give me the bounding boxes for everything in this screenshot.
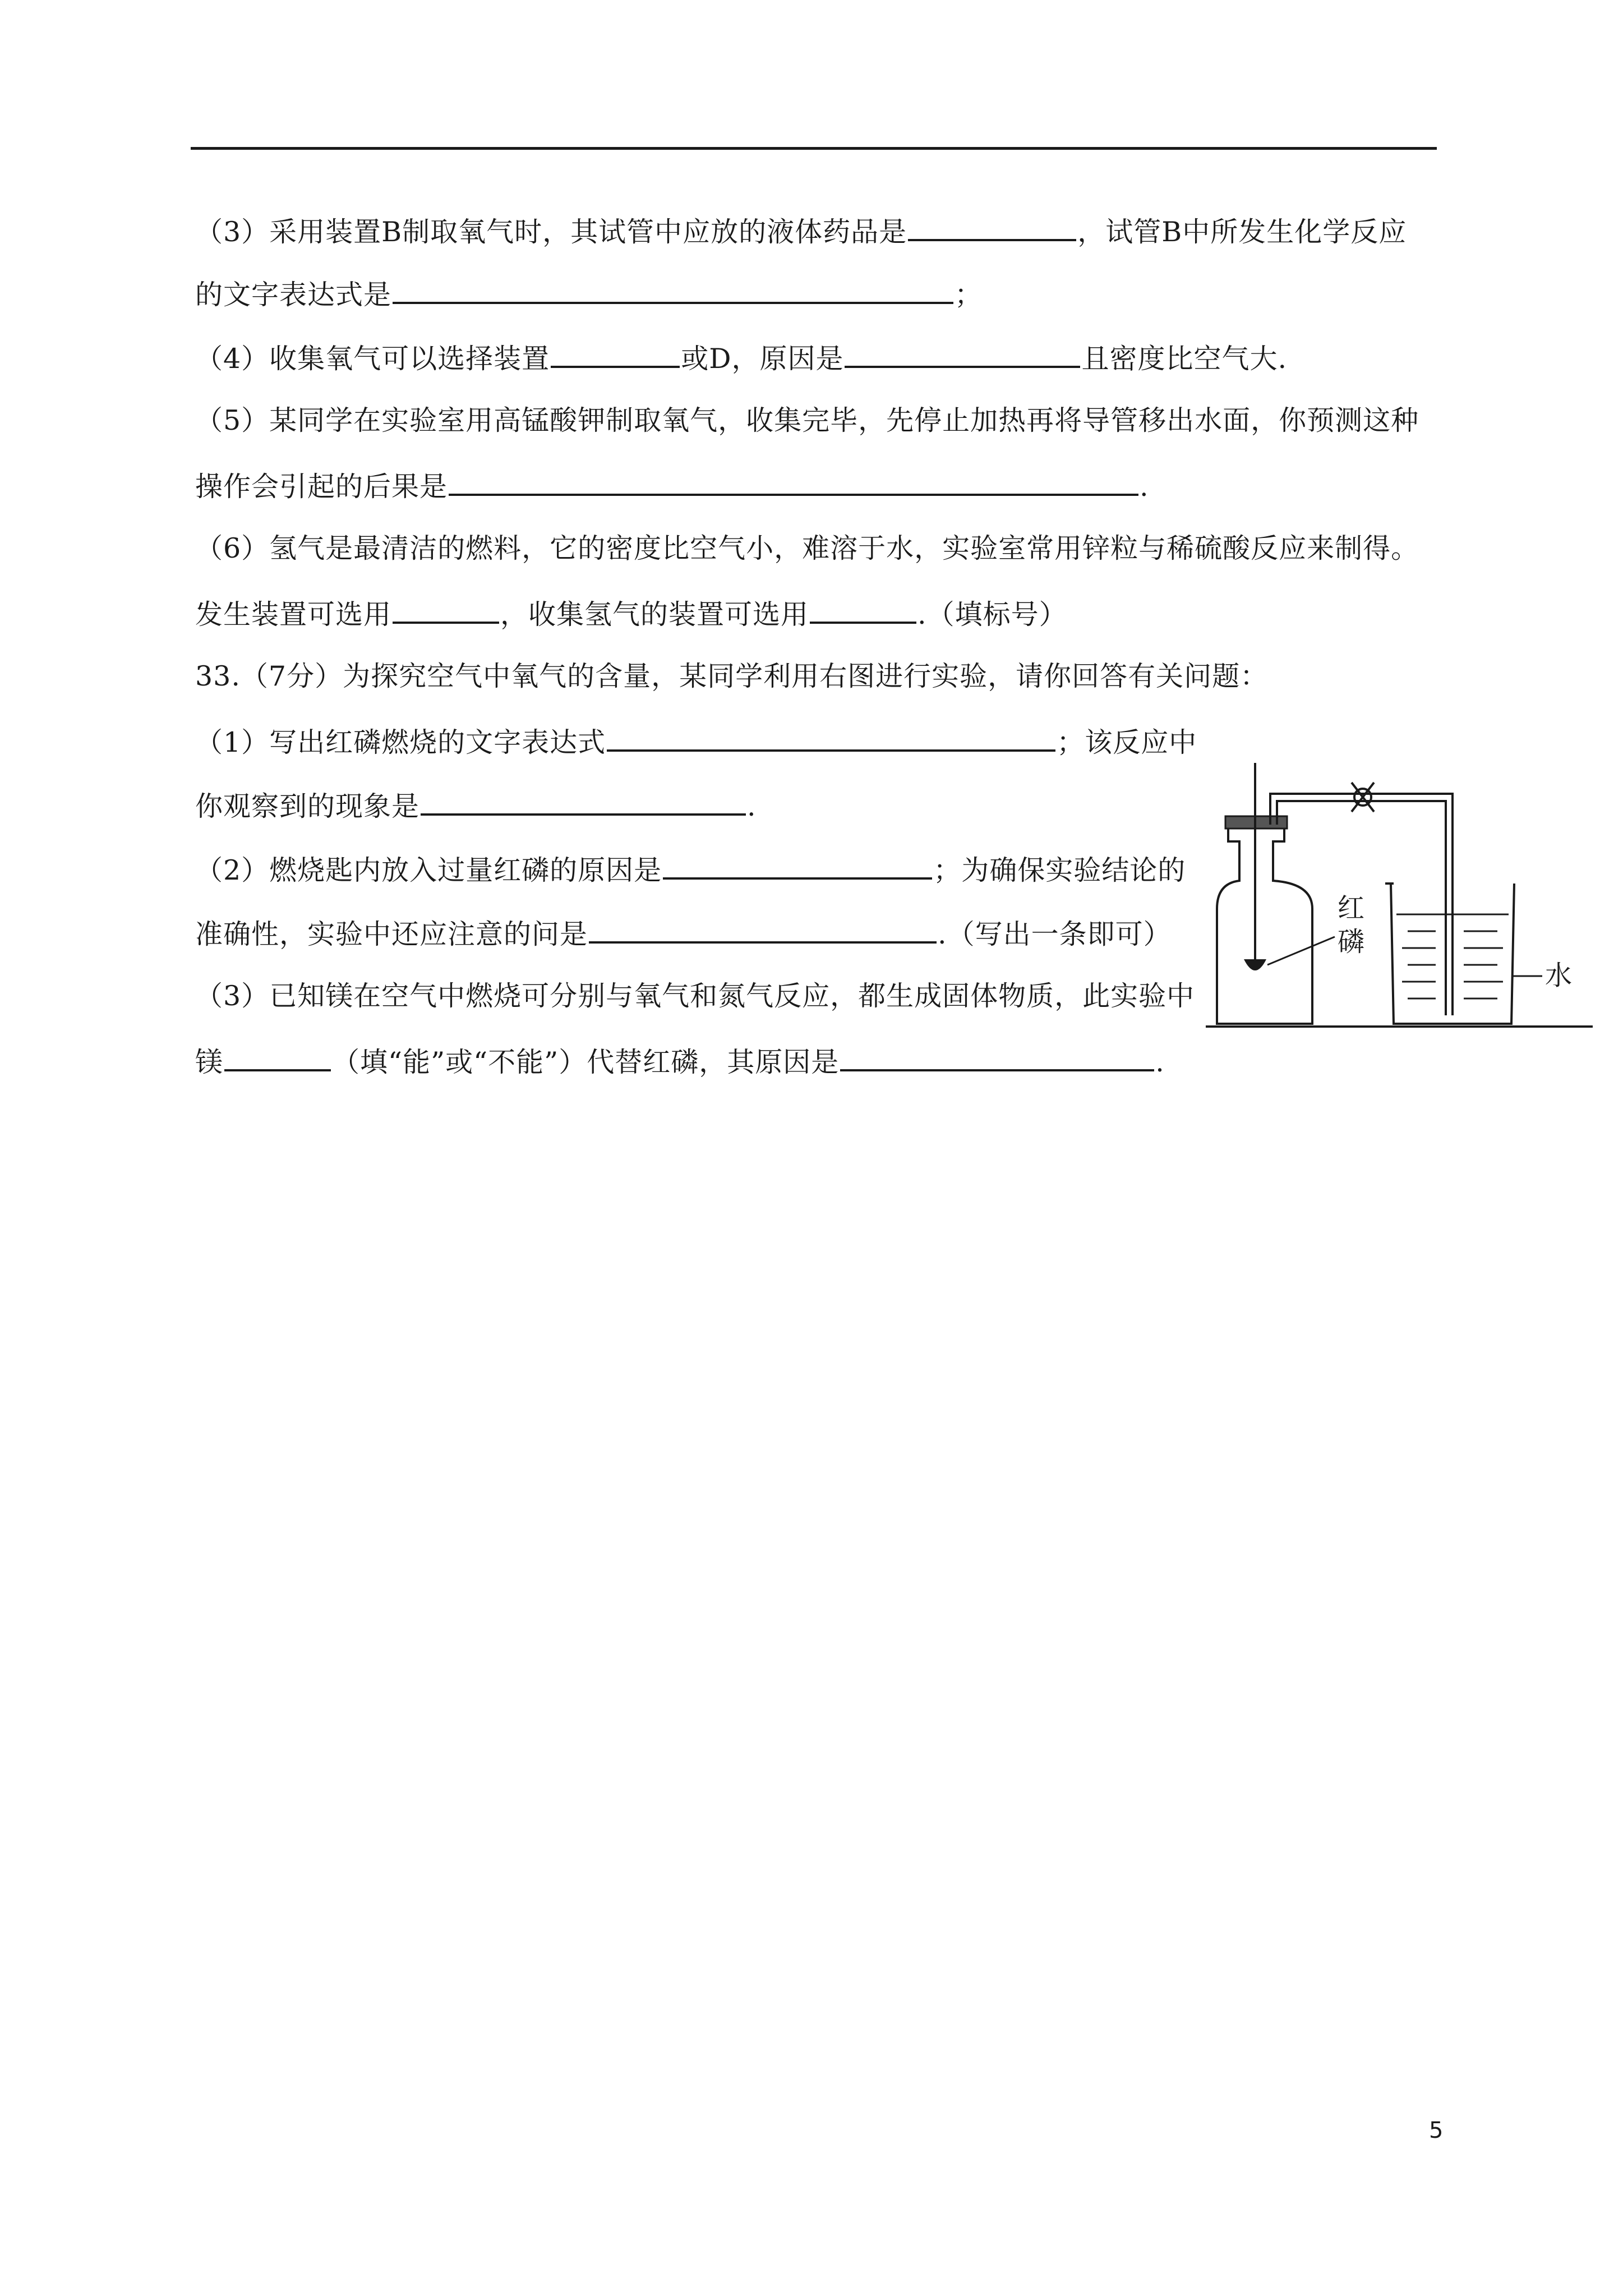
q3-text-a: （3）采用装置B制取氧气时，其试管中应放的液体药品是 <box>195 216 907 248</box>
q3-text-c: 的文字表达式是 <box>195 279 392 311</box>
q33-sub3-text-a: （3）已知镁在空气中燃烧可分别与氧气和氮气反应，都生成固体物质，此实验中 <box>195 980 1195 1012</box>
q5-text-c: . <box>1140 471 1149 503</box>
q3-text-b: ，试管B中所发生化学反应 <box>1077 216 1407 248</box>
q33-sub2-line-1 <box>195 852 1186 887</box>
q6-line-1 <box>195 532 1419 565</box>
q33-sub1-line-2 <box>195 788 757 823</box>
q6-collector-blank[interactable] <box>810 596 916 624</box>
q3-liquid-blank[interactable] <box>908 213 1076 241</box>
q5-text-b: 操作会引起的后果是 <box>195 471 448 503</box>
q33-sub3-line-1 <box>195 979 1195 1013</box>
q6-text-c: ，收集氢气的装置可选用 <box>500 599 809 631</box>
q3-text-d: ； <box>955 279 983 311</box>
q33-sub2-text-c: 准确性，实验中还应注意的问是 <box>195 918 588 950</box>
q33-text: 33.（7分）为探究空气中氧气的含量，某同学利用右图进行实验，请你回答有关问题： <box>195 660 1269 692</box>
page-number: 5 <box>1429 2118 1444 2143</box>
q33-sub1-phenomenon-blank[interactable] <box>421 788 746 816</box>
apparatus-figure <box>1200 752 1604 1043</box>
q33-sub2-text-a: （2）燃烧匙内放入过量红磷的原因是 <box>195 854 662 886</box>
q6-text-a: （6）氢气是最清洁的燃料，它的密度比空气小，难溶于水，实验室常用锌粒与稀硫酸反应来制得。 <box>195 532 1419 564</box>
q6-text-d: .（填标号） <box>917 599 1067 631</box>
q5-consequence-blank[interactable] <box>449 468 1138 496</box>
q3-line-1 <box>195 213 1407 249</box>
q33-sub1-expression-blank[interactable] <box>607 724 1055 752</box>
combustion-spoon-icon <box>1244 959 1266 970</box>
q5-line-2 <box>195 468 1149 504</box>
q6-generator-blank[interactable] <box>393 596 499 624</box>
q6-line-2 <box>195 596 1067 632</box>
q4-line <box>195 340 1287 376</box>
q4-text-b: 或D，原因是 <box>681 343 844 375</box>
q33-heading <box>195 660 1268 693</box>
q33-sub2-attention-blank[interactable] <box>589 915 937 944</box>
q6-text-b: 发生装置可选用 <box>195 599 392 631</box>
q3-expression-blank[interactable] <box>393 276 953 304</box>
q33-sub3-text-c: （填“能”或“不能”）代替红磷，其原因是 <box>332 1046 840 1078</box>
q4-text-c: 且密度比空气大. <box>1081 343 1288 375</box>
q33-sub3-line-2 <box>195 1043 1165 1079</box>
q33-sub1-line-1 <box>195 724 1197 760</box>
q33-sub1-text-b: ；该反应中 <box>1057 726 1197 758</box>
q5-text-a: （5）某同学在实验室用高锰酸钾制取氧气，收集完毕，先停止加热再将导管移出水面，你预测这种 <box>195 404 1419 436</box>
q33-sub2-line-2 <box>195 915 1172 951</box>
q33-sub1-text-d: . <box>747 790 757 822</box>
q33-sub1-text-a: （1）写出红磷燃烧的文字表达式 <box>195 726 606 758</box>
phosphorus-pointer <box>1267 937 1335 965</box>
q33-sub3-text-d: . <box>1155 1046 1165 1078</box>
q33-sub3-reason-blank[interactable] <box>840 1043 1154 1071</box>
q5-line-1 <box>195 404 1419 438</box>
q33-sub2-text-d: .（写出一条即可） <box>938 918 1172 950</box>
label-red: 红 <box>1338 892 1365 924</box>
q33-sub1-text-c: 你观察到的现象是 <box>195 790 420 822</box>
q4-device-blank[interactable] <box>551 340 680 368</box>
q3-line-2 <box>195 276 983 312</box>
q4-text-a: （4）收集氧气可以选择装置 <box>195 343 550 375</box>
q4-reason-blank[interactable] <box>845 340 1080 368</box>
q33-sub3-text-b: 镁 <box>195 1046 224 1078</box>
q33-sub3-can-blank[interactable] <box>224 1043 331 1071</box>
label-water: 水 <box>1545 960 1573 991</box>
q33-sub2-reason-blank[interactable] <box>663 852 932 880</box>
label-phosphorus: 磷 <box>1338 926 1365 958</box>
q33-sub2-text-b: ；为确保实验结论的 <box>933 854 1186 886</box>
bottle-icon <box>1217 822 1312 1024</box>
header-rule <box>191 147 1437 150</box>
